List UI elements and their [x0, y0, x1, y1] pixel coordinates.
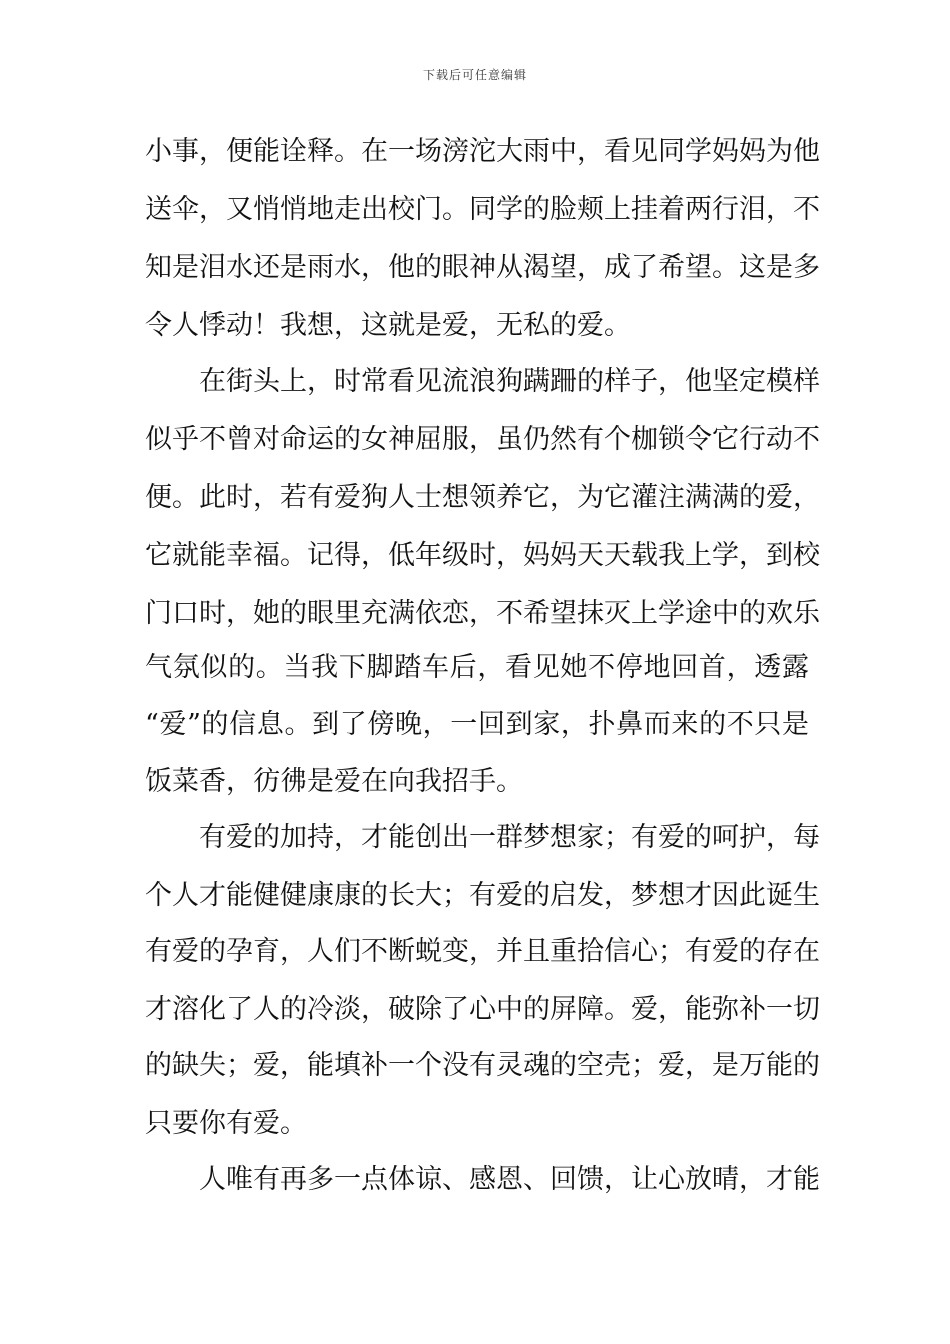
text-line: 知是泪水还是雨水，他的眼神从渴望，成了希望。这是多: [145, 252, 820, 283]
text-line: 饭菜香，彷彿是爱在向我招手。: [145, 766, 523, 797]
text-line: 有爱的加持，才能创出一群梦想家；有爱的呵护，每: [199, 822, 820, 853]
text-line: 便。此时，若有爱狗人士想领养它，为它灌注满满的爱，: [145, 482, 820, 513]
text-line: 气氛似的。当我下脚踏车后，看见她不停地回首，透露: [145, 652, 809, 683]
text-line: “爱”的信息。到了傍晚，一回到家，扑鼻而来的不只是: [145, 709, 809, 740]
text-line: 只要你有爱。: [145, 1108, 307, 1139]
text-line: 有爱的孕育，人们不断蜕变，并且重拾信心；有爱的存在: [145, 936, 820, 967]
text-line: 似乎不曾对命运的女神屈服，虽仍然有个枷锁令它行动不: [145, 424, 820, 455]
text-line: 才溶化了人的冷淡，破除了心中的屏障。爱，能弥补一切: [145, 994, 820, 1025]
text-line: 门口时，她的眼里充满依恋，不希望抹灭上学途中的欢乐: [145, 598, 820, 629]
text-line: 送伞，又悄悄地走出校门。同学的脸颊上挂着两行泪，不: [145, 194, 820, 225]
text-line: 它就能幸福。记得，低年级时，妈妈天天载我上学，到校: [145, 540, 820, 571]
text-line: 令人悸动！我想，这就是爱，无私的爱。: [145, 310, 631, 341]
text-line: 小事，便能诠释。在一场滂沱大雨中，看见同学妈妈为他: [145, 136, 820, 167]
page-header: 下载后可任意编辑: [422, 68, 527, 82]
text-line: 人唯有再多一点体谅、感恩、回馈，让心放晴，才能: [199, 1164, 820, 1195]
text-line: 在街头上，时常看见流浪狗蹒跚的样子，他坚定模样: [199, 366, 820, 397]
text-line: 个人才能健健康康的长大；有爱的启发，梦想才因此诞生: [145, 880, 820, 911]
text-line: 的缺失；爱，能填补一个没有灵魂的空壳；爱，是万能的: [145, 1050, 820, 1081]
